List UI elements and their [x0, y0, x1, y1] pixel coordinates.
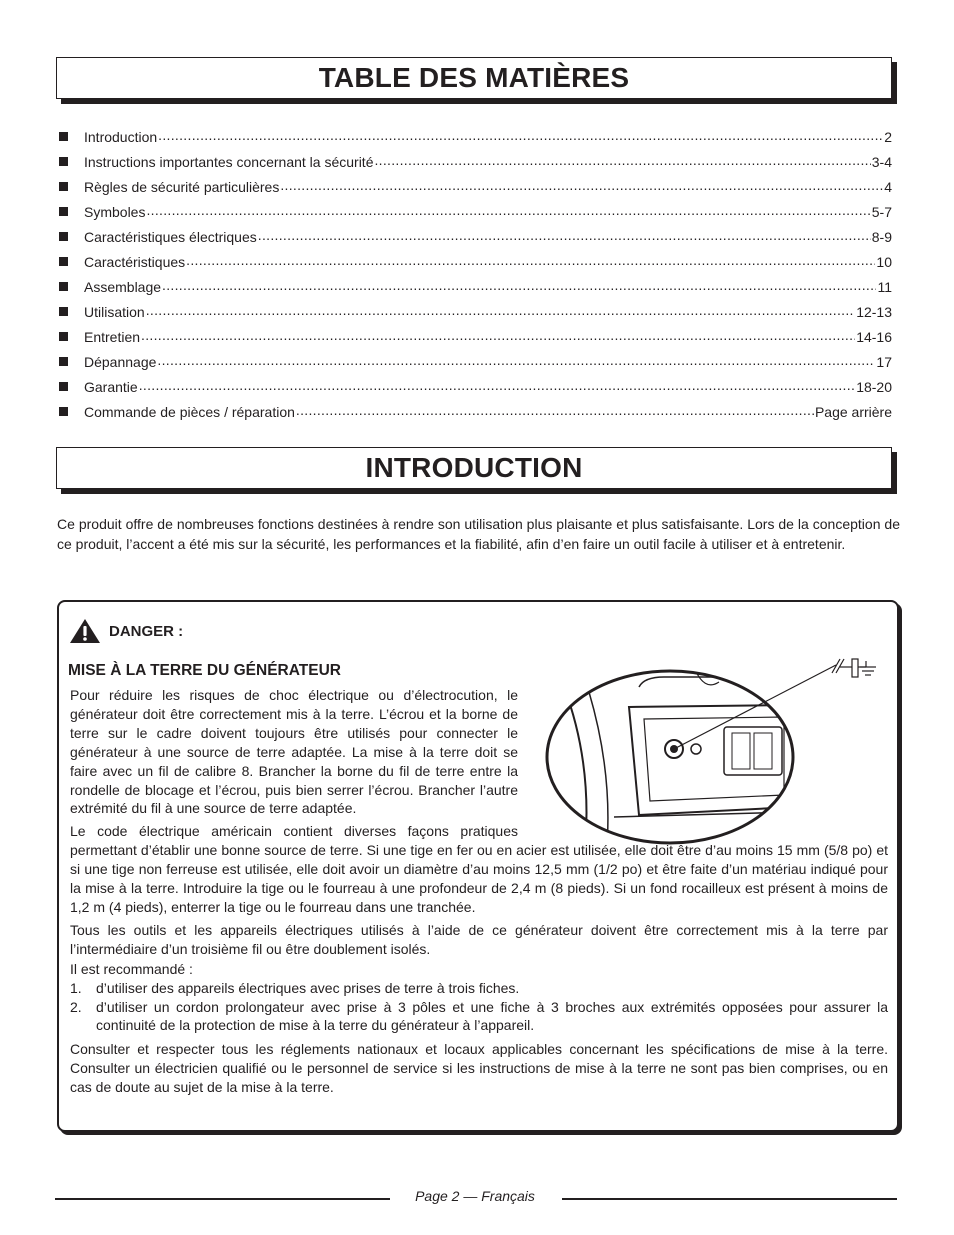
footer-page-label: Page 2 — Français	[415, 1188, 535, 1204]
bullet-icon	[59, 207, 68, 216]
toc-item-page: 5-7	[871, 203, 892, 220]
danger-paragraph: Tous les outils et les appareils électriques utilisés à l’aide de ce générateur doivent être correctement mis à la terre par l’intermédiaire d’un troisième fil ou être doublement isolés.	[70, 921, 888, 957]
toc-item-label: Garantie	[84, 378, 138, 395]
list-text: d’utiliser des appareils électriques avec prises de terre à trois fiches.	[96, 979, 520, 996]
toc-item-label: Caractéristiques	[84, 253, 186, 270]
toc-item-label: Caractéristiques électriques	[84, 228, 257, 245]
toc-item-page: 11	[877, 278, 892, 295]
toc-item[interactable]	[58, 299, 892, 324]
danger-box	[57, 600, 899, 1132]
toc-item-label: Instructions importantes concernant la sécurité	[84, 153, 374, 170]
dot-leader	[296, 404, 814, 420]
toc-item-page: 18-20	[856, 378, 892, 395]
toc-item[interactable]	[58, 124, 892, 149]
toc-item-page: 4	[884, 178, 892, 195]
intro-paragraph: Ce produit offre de nombreuses fonctions destinées à rendre son utilisation plus plaisante et plus satisfaisante. Lors de la conception de ce produit, l’accent a été mis sur la sécurité, les performances et la fiabilité, afin d’en faire un outil facile à utiliser et à entretenir.	[57, 516, 900, 552]
toc-item-label: Règles de sécurité particulières	[84, 178, 280, 195]
list-text: d’utiliser un cordon prolongateur avec prise à 3 pôles et une fiche à 3 broches aux extrémités opposées pour assurer la continuité de la protection de mise à la terre du générateur à l’appareil.	[96, 998, 888, 1034]
generator-ground-terminal-figure	[544, 647, 904, 847]
dot-leader	[186, 254, 875, 270]
toc-item-page: 17	[876, 353, 892, 370]
bullet-icon	[59, 407, 68, 416]
toc-item-label: Introduction	[84, 128, 158, 145]
bullet-icon	[59, 257, 68, 266]
bullet-icon	[59, 182, 68, 191]
toc-title-box	[56, 57, 892, 99]
toc-item-label: Dépannage	[84, 353, 157, 370]
table-of-contents	[58, 124, 892, 424]
toc-item-page: 12-13	[856, 303, 892, 320]
dot-leader	[157, 354, 875, 370]
footer-rule-right	[562, 1198, 897, 1200]
bullet-icon	[59, 157, 68, 166]
toc-item[interactable]	[58, 374, 892, 399]
dot-leader	[162, 279, 876, 295]
bullet-icon	[59, 307, 68, 316]
toc-item-label: Utilisation	[84, 303, 145, 320]
toc-item[interactable]	[58, 174, 892, 199]
toc-item-page: 2	[884, 128, 892, 145]
toc-item[interactable]	[58, 149, 892, 174]
bullet-icon	[59, 332, 68, 341]
toc-item[interactable]	[58, 349, 892, 374]
danger-paragraph: Il est recommandé :	[70, 960, 193, 977]
danger-closing: Consulter et respecter tous les réglements nationaux et locaux applicables concernant les spécifications de mise à la terre. Consulter un électricien qualifié ou le personnel de service si les instructions de mise à la terre ne sont pas bien comprises, ou en cas de doute au sujet de la mise à la terre.	[70, 1041, 888, 1096]
dot-leader	[374, 154, 870, 170]
list-number: 2.	[70, 998, 82, 1015]
toc-item[interactable]	[58, 224, 892, 249]
danger-header	[69, 618, 183, 644]
toc-item[interactable]	[58, 249, 892, 274]
intro-title: INTRODUCTION	[365, 452, 583, 483]
toc-item-label: Assemblage	[84, 278, 162, 295]
toc-item[interactable]	[58, 274, 892, 299]
dot-leader	[146, 204, 870, 220]
toc-item-page: 10	[876, 253, 892, 270]
bullet-icon	[59, 132, 68, 141]
grounding-subtitle: MISE À LA TERRE DU GÉNÉRATEUR	[68, 662, 341, 679]
list-number: 1.	[70, 979, 82, 996]
toc-item-label: Commande de pièces / réparation	[84, 403, 295, 420]
list-item	[70, 998, 888, 1036]
toc-item-page: 8-9	[871, 228, 892, 245]
toc-item[interactable]	[58, 399, 892, 424]
toc-item-page: 14-16	[856, 328, 892, 345]
toc-item-label: Entretien	[84, 328, 141, 345]
intro-title-box	[56, 447, 892, 489]
bullet-icon	[59, 232, 68, 241]
toc-title: TABLE DES MATIÈRES	[318, 62, 630, 93]
danger-paragraph: Le code électrique américain contient diverses façons pratiques permettant d’établir une bonne source de terre. Si une tige en fer ou en acier est utilisée, elle doit être d’au moins 15 mm (5/8 po) et si une tige non ferreuse est utilisée, elle doit avoir un diamètre d’au moins 12,5 mm (1/2 po) et être faite d’un matériau indiqué pour la mise à la terre. Introduire la tige ou le fourreau à une profondeur de 2,4 m (8 pieds). Si un fond rocailleux est présent à moins de 1,2 m (4 pieds), enterrer la tige ou le fourreau dans une tranchée.	[70, 823, 888, 915]
dot-leader	[280, 179, 883, 195]
toc-item-page: 3-4	[871, 153, 892, 170]
dot-leader	[141, 329, 855, 345]
danger-label: DANGER :	[109, 622, 184, 640]
dot-leader	[146, 304, 855, 320]
footer-rule-left	[55, 1198, 390, 1200]
dot-leader	[139, 379, 855, 395]
danger-paragraph: Pour réduire les risques de choc électrique ou d’électrocution, le générateur doit être correctement mis à la terre. L’écrou et la borne de terre sur le cadre doivent toujours être utilisés pour connecter le générateur à une source de terre adaptée. La mise à la terre doit se faire avec un fil de calibre 8. Brancher la borne du fil de terre entre la rondelle de blocage et l’écrou, puis bien serrer l’écrou. Brancher l’autre extrémité du fil à une source de terre adaptée.	[70, 687, 518, 817]
toc-item-page: Page arrière	[814, 403, 892, 420]
dot-leader	[258, 229, 871, 245]
warning-triangle-icon	[69, 618, 101, 644]
dot-leader	[158, 129, 883, 145]
list-item	[70, 979, 888, 998]
bullet-icon	[59, 382, 68, 391]
toc-item[interactable]	[58, 199, 892, 224]
bullet-icon	[59, 357, 68, 366]
toc-item-label: Symboles	[84, 203, 146, 220]
bullet-icon	[59, 282, 68, 291]
toc-item[interactable]	[58, 324, 892, 349]
